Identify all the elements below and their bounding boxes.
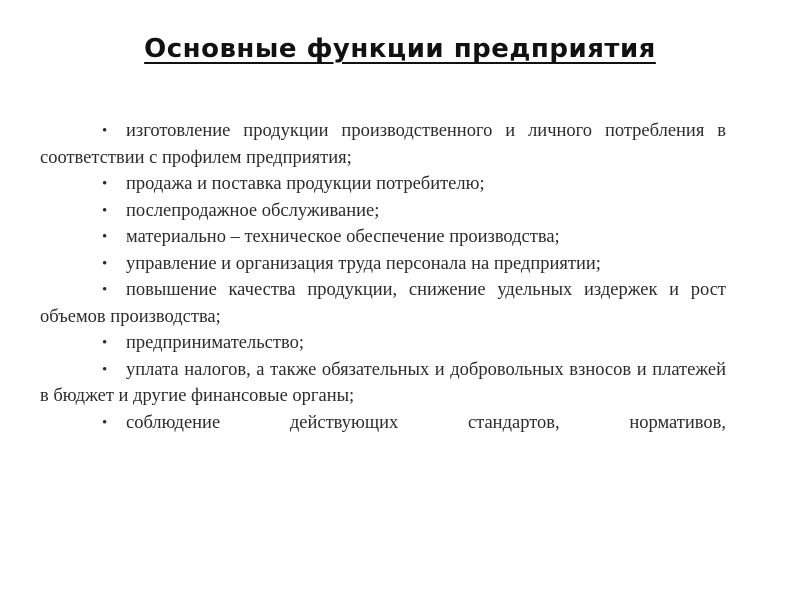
list-item-text: послепродажное обслуживание; xyxy=(126,200,380,221)
list-item xyxy=(40,357,726,410)
bullet-icon: • xyxy=(102,414,108,431)
functions-list xyxy=(40,118,726,436)
list-item xyxy=(40,171,726,198)
list-item-text: продажа и поставка продукции потребителю; xyxy=(126,174,485,194)
slide-title xyxy=(0,34,800,64)
list-item-text: материально – техническое обеспечение производства; xyxy=(126,227,560,247)
list-item-text: уплата налогов, а также обязательных и добровольных взносов и платежей в бюджет и другие финансовые органы; xyxy=(40,359,726,406)
bullet-icon: • xyxy=(102,202,108,219)
list-item-text: изготовление продукции производственного и личного потребления в соответствии с профилем предприятия; xyxy=(40,121,726,168)
list-item-text: предпринимательство; xyxy=(126,333,304,353)
bullet-icon: • xyxy=(102,282,108,298)
bullet-icon: • xyxy=(102,123,108,139)
list-item xyxy=(40,118,726,171)
bullet-icon: • xyxy=(102,176,108,192)
bullet-icon: • xyxy=(102,335,108,351)
list-item xyxy=(40,277,726,330)
list-item xyxy=(40,330,726,357)
bullet-icon: • xyxy=(102,229,108,245)
list-item xyxy=(40,251,726,278)
list-item-text: соблюдение действующих стандартов, нормативов, xyxy=(126,412,726,433)
list-item xyxy=(40,198,726,225)
slide-title-text: Основные функции предприятия xyxy=(144,34,656,64)
bullet-icon: • xyxy=(102,361,108,378)
list-item-text: повышение качества продукции, снижение удельных издержек и рост объемов производства; xyxy=(40,280,726,327)
list-item xyxy=(40,224,726,251)
bullet-icon: • xyxy=(102,255,108,272)
list-item xyxy=(40,410,726,437)
list-item-text: управление и организация труда персонала на предприятии; xyxy=(126,253,601,274)
